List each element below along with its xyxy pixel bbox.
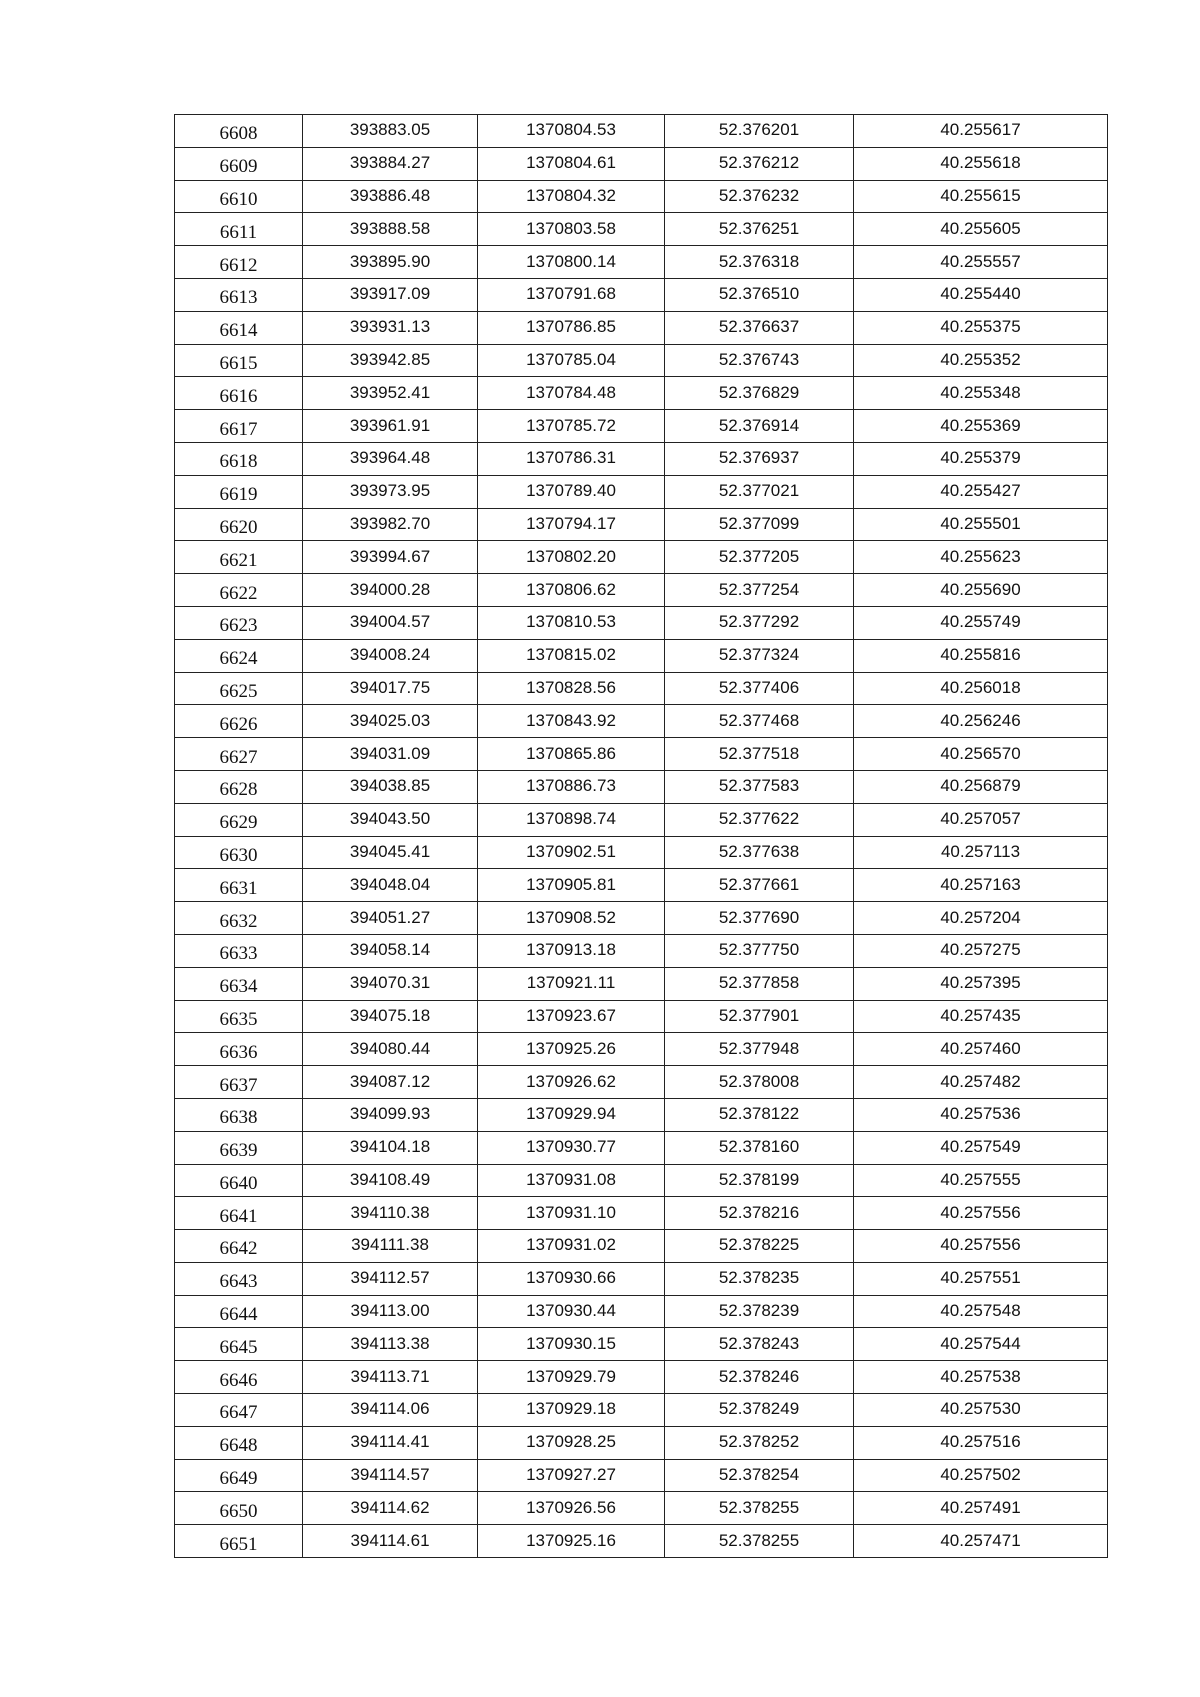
coordinates-table [174,114,1108,1558]
point-number-cell: 6631 [175,869,303,902]
table-row [175,672,1108,705]
latitude-cell: 52.377021 [665,475,854,508]
latitude-cell: 52.378235 [665,1262,854,1295]
longitude-cell: 40.257556 [854,1197,1108,1230]
longitude-cell: 40.257538 [854,1361,1108,1394]
table-row [175,508,1108,541]
point-number-cell: 6617 [175,410,303,443]
table-row [175,147,1108,180]
longitude-cell: 40.257275 [854,934,1108,967]
point-number-cell: 6650 [175,1492,303,1525]
latitude-cell: 52.377750 [665,934,854,967]
table-row [175,311,1108,344]
x-coordinate-cell: 394043.50 [303,803,478,836]
table-row [175,1492,1108,1525]
longitude-cell: 40.255375 [854,311,1108,344]
y-coordinate-cell: 1370928.25 [478,1426,665,1459]
latitude-cell: 52.377690 [665,902,854,935]
longitude-cell: 40.257544 [854,1328,1108,1361]
latitude-cell: 52.376914 [665,410,854,443]
longitude-cell: 40.257435 [854,1000,1108,1033]
point-number-cell: 6612 [175,246,303,279]
latitude-cell: 52.377948 [665,1033,854,1066]
x-coordinate-cell: 394070.31 [303,967,478,1000]
x-coordinate-cell: 394045.41 [303,836,478,869]
longitude-cell: 40.255816 [854,639,1108,672]
table-row [175,836,1108,869]
table-row [175,1525,1108,1558]
table-row [175,639,1108,672]
latitude-cell: 52.378246 [665,1361,854,1394]
y-coordinate-cell: 1370926.56 [478,1492,665,1525]
x-coordinate-cell: 394031.09 [303,738,478,771]
latitude-cell: 52.376510 [665,278,854,311]
table-row [175,344,1108,377]
longitude-cell: 40.255440 [854,278,1108,311]
longitude-cell: 40.256246 [854,705,1108,738]
point-number-cell: 6629 [175,803,303,836]
y-coordinate-cell: 1370931.02 [478,1230,665,1263]
latitude-cell: 52.378239 [665,1295,854,1328]
x-coordinate-cell: 394004.57 [303,606,478,639]
latitude-cell: 52.378225 [665,1230,854,1263]
table-row [175,770,1108,803]
table-row [175,902,1108,935]
latitude-cell: 52.377406 [665,672,854,705]
latitude-cell: 52.376829 [665,377,854,410]
table-row [175,475,1108,508]
latitude-cell: 52.378160 [665,1131,854,1164]
table-row [175,115,1108,148]
point-number-cell: 6609 [175,147,303,180]
latitude-cell: 52.378255 [665,1492,854,1525]
longitude-cell: 40.255557 [854,246,1108,279]
y-coordinate-cell: 1370929.79 [478,1361,665,1394]
latitude-cell: 52.377901 [665,1000,854,1033]
table-row [175,1164,1108,1197]
point-number-cell: 6647 [175,1394,303,1427]
latitude-cell: 52.378243 [665,1328,854,1361]
latitude-cell: 52.376251 [665,213,854,246]
x-coordinate-cell: 394113.71 [303,1361,478,1394]
x-coordinate-cell: 394113.00 [303,1295,478,1328]
x-coordinate-cell: 394048.04 [303,869,478,902]
longitude-cell: 40.255379 [854,442,1108,475]
y-coordinate-cell: 1370908.52 [478,902,665,935]
longitude-cell: 40.257460 [854,1033,1108,1066]
y-coordinate-cell: 1370828.56 [478,672,665,705]
point-number-cell: 6618 [175,442,303,475]
x-coordinate-cell: 393942.85 [303,344,478,377]
table-row [175,1361,1108,1394]
x-coordinate-cell: 393961.91 [303,410,478,443]
table-row [175,1262,1108,1295]
table-row [175,410,1108,443]
y-coordinate-cell: 1370902.51 [478,836,665,869]
point-number-cell: 6625 [175,672,303,705]
y-coordinate-cell: 1370785.04 [478,344,665,377]
point-number-cell: 6619 [175,475,303,508]
latitude-cell: 52.376743 [665,344,854,377]
y-coordinate-cell: 1370930.44 [478,1295,665,1328]
longitude-cell: 40.257549 [854,1131,1108,1164]
x-coordinate-cell: 394114.06 [303,1394,478,1427]
y-coordinate-cell: 1370804.32 [478,180,665,213]
table-row [175,967,1108,1000]
x-coordinate-cell: 394008.24 [303,639,478,672]
y-coordinate-cell: 1370930.15 [478,1328,665,1361]
latitude-cell: 52.377661 [665,869,854,902]
latitude-cell: 52.378252 [665,1426,854,1459]
y-coordinate-cell: 1370791.68 [478,278,665,311]
x-coordinate-cell: 394113.38 [303,1328,478,1361]
point-number-cell: 6624 [175,639,303,672]
latitude-cell: 52.376232 [665,180,854,213]
x-coordinate-cell: 393964.48 [303,442,478,475]
point-number-cell: 6642 [175,1230,303,1263]
y-coordinate-cell: 1370865.86 [478,738,665,771]
y-coordinate-cell: 1370785.72 [478,410,665,443]
point-number-cell: 6622 [175,574,303,607]
longitude-cell: 40.255352 [854,344,1108,377]
x-coordinate-cell: 394038.85 [303,770,478,803]
longitude-cell: 40.255690 [854,574,1108,607]
y-coordinate-cell: 1370843.92 [478,705,665,738]
latitude-cell: 52.378216 [665,1197,854,1230]
latitude-cell: 52.377583 [665,770,854,803]
x-coordinate-cell: 394099.93 [303,1098,478,1131]
y-coordinate-cell: 1370929.94 [478,1098,665,1131]
longitude-cell: 40.257482 [854,1066,1108,1099]
x-coordinate-cell: 394114.62 [303,1492,478,1525]
table-row [175,541,1108,574]
longitude-cell: 40.255617 [854,115,1108,148]
x-coordinate-cell: 394000.28 [303,574,478,607]
table-row [175,738,1108,771]
y-coordinate-cell: 1370905.81 [478,869,665,902]
longitude-cell: 40.255605 [854,213,1108,246]
longitude-cell: 40.257057 [854,803,1108,836]
point-number-cell: 6648 [175,1426,303,1459]
y-coordinate-cell: 1370800.14 [478,246,665,279]
latitude-cell: 52.376201 [665,115,854,148]
y-coordinate-cell: 1370786.85 [478,311,665,344]
latitude-cell: 52.377638 [665,836,854,869]
table-row [175,180,1108,213]
point-number-cell: 6637 [175,1066,303,1099]
table-row [175,1295,1108,1328]
point-number-cell: 6638 [175,1098,303,1131]
latitude-cell: 52.378255 [665,1525,854,1558]
point-number-cell: 6626 [175,705,303,738]
x-coordinate-cell: 393917.09 [303,278,478,311]
point-number-cell: 6644 [175,1295,303,1328]
longitude-cell: 40.257548 [854,1295,1108,1328]
point-number-cell: 6636 [175,1033,303,1066]
point-number-cell: 6630 [175,836,303,869]
longitude-cell: 40.255501 [854,508,1108,541]
longitude-cell: 40.257556 [854,1230,1108,1263]
x-coordinate-cell: 393895.90 [303,246,478,279]
latitude-cell: 52.378249 [665,1394,854,1427]
longitude-cell: 40.257471 [854,1525,1108,1558]
table-row [175,278,1108,311]
y-coordinate-cell: 1370794.17 [478,508,665,541]
longitude-cell: 40.257113 [854,836,1108,869]
table-row [175,1230,1108,1263]
x-coordinate-cell: 394080.44 [303,1033,478,1066]
longitude-cell: 40.257395 [854,967,1108,1000]
latitude-cell: 52.378254 [665,1459,854,1492]
longitude-cell: 40.257502 [854,1459,1108,1492]
latitude-cell: 52.377292 [665,606,854,639]
x-coordinate-cell: 394051.27 [303,902,478,935]
y-coordinate-cell: 1370921.11 [478,967,665,1000]
x-coordinate-cell: 394112.57 [303,1262,478,1295]
y-coordinate-cell: 1370886.73 [478,770,665,803]
longitude-cell: 40.255623 [854,541,1108,574]
x-coordinate-cell: 394114.61 [303,1525,478,1558]
point-number-cell: 6646 [175,1361,303,1394]
x-coordinate-cell: 394104.18 [303,1131,478,1164]
point-number-cell: 6633 [175,934,303,967]
point-number-cell: 6634 [175,967,303,1000]
latitude-cell: 52.378199 [665,1164,854,1197]
point-number-cell: 6635 [175,1000,303,1033]
y-coordinate-cell: 1370804.53 [478,115,665,148]
y-coordinate-cell: 1370789.40 [478,475,665,508]
y-coordinate-cell: 1370923.67 [478,1000,665,1033]
latitude-cell: 52.376212 [665,147,854,180]
x-coordinate-cell: 394108.49 [303,1164,478,1197]
y-coordinate-cell: 1370929.18 [478,1394,665,1427]
y-coordinate-cell: 1370806.62 [478,574,665,607]
latitude-cell: 52.377518 [665,738,854,771]
x-coordinate-cell: 393931.13 [303,311,478,344]
point-number-cell: 6620 [175,508,303,541]
point-number-cell: 6649 [175,1459,303,1492]
y-coordinate-cell: 1370925.26 [478,1033,665,1066]
table-row [175,934,1108,967]
longitude-cell: 40.256570 [854,738,1108,771]
point-number-cell: 6628 [175,770,303,803]
latitude-cell: 52.377468 [665,705,854,738]
longitude-cell: 40.257551 [854,1262,1108,1295]
point-number-cell: 6627 [175,738,303,771]
x-coordinate-cell: 394110.38 [303,1197,478,1230]
x-coordinate-cell: 393888.58 [303,213,478,246]
latitude-cell: 52.377099 [665,508,854,541]
y-coordinate-cell: 1370930.66 [478,1262,665,1295]
point-number-cell: 6610 [175,180,303,213]
x-coordinate-cell: 394017.75 [303,672,478,705]
x-coordinate-cell: 394111.38 [303,1230,478,1263]
y-coordinate-cell: 1370786.31 [478,442,665,475]
table-row [175,1000,1108,1033]
point-number-cell: 6623 [175,606,303,639]
longitude-cell: 40.255749 [854,606,1108,639]
x-coordinate-cell: 393973.95 [303,475,478,508]
y-coordinate-cell: 1370931.08 [478,1164,665,1197]
table-row [175,803,1108,836]
table-row [175,442,1108,475]
longitude-cell: 40.257491 [854,1492,1108,1525]
point-number-cell: 6621 [175,541,303,574]
y-coordinate-cell: 1370930.77 [478,1131,665,1164]
y-coordinate-cell: 1370802.20 [478,541,665,574]
y-coordinate-cell: 1370810.53 [478,606,665,639]
longitude-cell: 40.257536 [854,1098,1108,1131]
table-row [175,705,1108,738]
table-row [175,1426,1108,1459]
y-coordinate-cell: 1370784.48 [478,377,665,410]
longitude-cell: 40.255615 [854,180,1108,213]
table-row [175,1098,1108,1131]
table-row [175,1066,1108,1099]
x-coordinate-cell: 393952.41 [303,377,478,410]
x-coordinate-cell: 394075.18 [303,1000,478,1033]
latitude-cell: 52.378008 [665,1066,854,1099]
x-coordinate-cell: 393982.70 [303,508,478,541]
longitude-cell: 40.255369 [854,410,1108,443]
latitude-cell: 52.377858 [665,967,854,1000]
point-number-cell: 6645 [175,1328,303,1361]
longitude-cell: 40.255618 [854,147,1108,180]
latitude-cell: 52.376937 [665,442,854,475]
latitude-cell: 52.378122 [665,1098,854,1131]
y-coordinate-cell: 1370925.16 [478,1525,665,1558]
table-row [175,606,1108,639]
longitude-cell: 40.256879 [854,770,1108,803]
point-number-cell: 6641 [175,1197,303,1230]
latitude-cell: 52.377205 [665,541,854,574]
table-row [175,1328,1108,1361]
latitude-cell: 52.377622 [665,803,854,836]
longitude-cell: 40.257555 [854,1164,1108,1197]
x-coordinate-cell: 393883.05 [303,115,478,148]
x-coordinate-cell: 394114.57 [303,1459,478,1492]
y-coordinate-cell: 1370804.61 [478,147,665,180]
point-number-cell: 6611 [175,213,303,246]
longitude-cell: 40.255427 [854,475,1108,508]
point-number-cell: 6639 [175,1131,303,1164]
table-row [175,213,1108,246]
longitude-cell: 40.257163 [854,869,1108,902]
point-number-cell: 6614 [175,311,303,344]
longitude-cell: 40.255348 [854,377,1108,410]
y-coordinate-cell: 1370803.58 [478,213,665,246]
latitude-cell: 52.377324 [665,639,854,672]
table-row [175,377,1108,410]
y-coordinate-cell: 1370913.18 [478,934,665,967]
y-coordinate-cell: 1370927.27 [478,1459,665,1492]
longitude-cell: 40.257204 [854,902,1108,935]
x-coordinate-cell: 393886.48 [303,180,478,213]
x-coordinate-cell: 394025.03 [303,705,478,738]
x-coordinate-cell: 393994.67 [303,541,478,574]
point-number-cell: 6616 [175,377,303,410]
table-row [175,1459,1108,1492]
point-number-cell: 6615 [175,344,303,377]
longitude-cell: 40.257516 [854,1426,1108,1459]
x-coordinate-cell: 394087.12 [303,1066,478,1099]
table-row [175,246,1108,279]
table-row [175,574,1108,607]
x-coordinate-cell: 394114.41 [303,1426,478,1459]
table-row [175,1033,1108,1066]
x-coordinate-cell: 393884.27 [303,147,478,180]
table-row [175,1131,1108,1164]
y-coordinate-cell: 1370898.74 [478,803,665,836]
x-coordinate-cell: 394058.14 [303,934,478,967]
latitude-cell: 52.376637 [665,311,854,344]
point-number-cell: 6640 [175,1164,303,1197]
y-coordinate-cell: 1370926.62 [478,1066,665,1099]
y-coordinate-cell: 1370815.02 [478,639,665,672]
point-number-cell: 6643 [175,1262,303,1295]
latitude-cell: 52.376318 [665,246,854,279]
coordinates-table-body [175,115,1108,1558]
point-number-cell: 6613 [175,278,303,311]
latitude-cell: 52.377254 [665,574,854,607]
y-coordinate-cell: 1370931.10 [478,1197,665,1230]
point-number-cell: 6608 [175,115,303,148]
point-number-cell: 6632 [175,902,303,935]
longitude-cell: 40.257530 [854,1394,1108,1427]
table-row [175,1394,1108,1427]
point-number-cell: 6651 [175,1525,303,1558]
longitude-cell: 40.256018 [854,672,1108,705]
table-row [175,1197,1108,1230]
table-row [175,869,1108,902]
